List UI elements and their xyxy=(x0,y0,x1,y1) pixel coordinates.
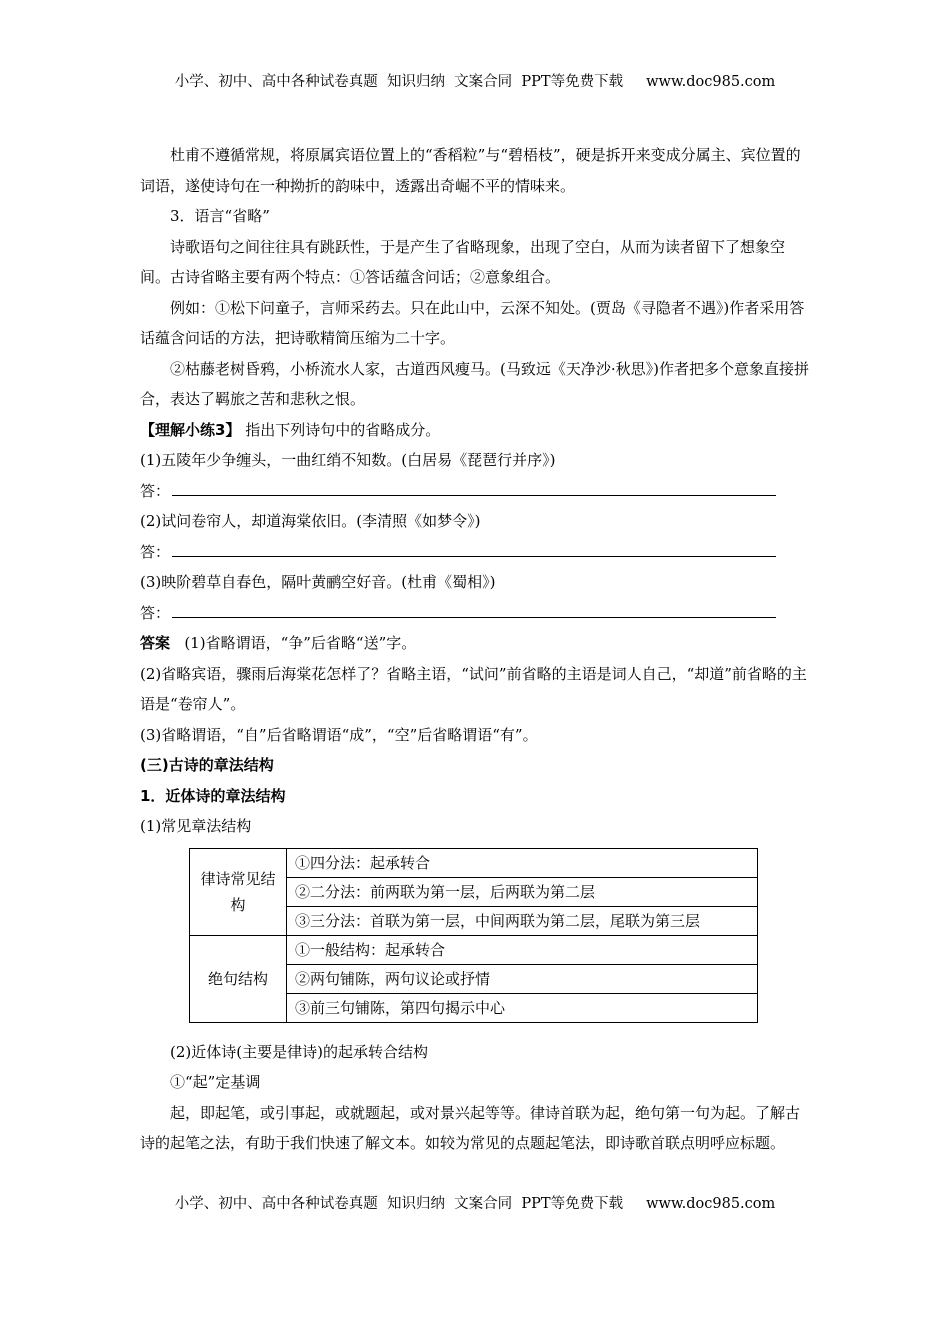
answer-item: (3)省略谓语，“自”后省略谓语“成”，“空”后省略谓语“有”。 xyxy=(140,725,538,744)
table-cell: ②两句铺陈，两句议论或抒情 xyxy=(287,964,758,993)
subsection-heading: 1．近体诗的章法结构 xyxy=(140,786,286,805)
answer-blank[interactable] xyxy=(172,481,776,496)
answer-item: (2)省略宾语，骤雨后海棠花怎样了？省略主语，“试问”前省略的主语是词人自己，“却道”前省略的主语是“卷帘人”。 xyxy=(140,664,807,713)
table-category: 绝句结构 xyxy=(190,935,287,1022)
exercise-tag: 【理解小练3】 xyxy=(140,420,241,439)
paragraph: 起，即起笔，或引事起，或就题起，或对景兴起等等。律诗首联为起，绝句第一句为起。了解古诗的起笔之法，有助于我们快速了解文本。如较为常见的点题起笔法，即诗歌首联点明呼应标题。 xyxy=(140,1103,801,1152)
answer-line[interactable] xyxy=(140,598,812,629)
section-heading: 3．语言“省略” xyxy=(170,207,270,225)
question: (1)五陵年少争缠头，一曲红绡不知数。(白居易《琵琶行并序》) xyxy=(140,451,556,469)
answer-label: 答： xyxy=(140,481,171,500)
paragraph: 诗歌语句之间往往具有跳跃性，于是产生了省略现象，出现了空白，从而为读者留下了想象空间。古诗省略主要有两个特点：①答话蕴含问话；②意象组合。 xyxy=(140,237,786,286)
answer-line[interactable] xyxy=(140,537,812,568)
page-header: 小学、初中、高中各种试卷真题 知识归纳 文案合同 PPT等免费下载 www.doc985.com xyxy=(174,74,776,90)
answer-label: 答： xyxy=(140,542,171,561)
table-row xyxy=(190,848,758,877)
answer-line[interactable] xyxy=(140,476,812,507)
table-cell: ②二分法：前两联为第一层，后两联为第二层 xyxy=(287,877,758,906)
answer-tag: 答案 xyxy=(140,634,171,652)
page-footer: 小学、初中、高中各种试卷真题 知识归纳 文案合同 PPT等免费下载 www.doc985.com xyxy=(174,1196,776,1212)
exercise-heading xyxy=(140,415,812,446)
answer-text: (1)省略谓语，“争”后省略“送”字。 xyxy=(184,634,417,652)
paragraph: 杜甫不遵循常规，将原属宾语位置上的“香稻粒”与“碧梧枝”，硬是拆开来变成分属主、宾位置的词语，遂使诗句在一种拗折的韵味中，透露出奇崛不平的情味来。 xyxy=(140,146,801,195)
table-cell: ③前三句铺陈，第四句揭示中心 xyxy=(287,993,758,1022)
paragraph: 例如：①松下问童子，言师采药去。只在此山中，云深不知处。(贾岛《寻隐者不遇》)作者采用答话蕴含问话的方法，把诗歌精简压缩为二十字。 xyxy=(140,298,805,347)
question: (2)试问卷帘人，却道海棠依旧。(李清照《如梦令》) xyxy=(140,512,481,530)
question: (3)映阶碧草自春色，隔叶黄鹂空好音。(杜甫《蜀相》) xyxy=(140,573,496,591)
table-cell: ③三分法：首联为第一层，中间两联为第二层，尾联为第三层 xyxy=(287,906,758,935)
answer-blank[interactable] xyxy=(172,603,776,618)
structure-table xyxy=(189,848,758,1023)
exercise-prompt: 指出下列诗句中的省略成分。 xyxy=(245,420,441,439)
answer-item xyxy=(140,628,812,659)
answer-blank[interactable] xyxy=(172,542,776,557)
table-cell: ①一般结构：起承转合 xyxy=(287,935,758,964)
table-row xyxy=(190,935,758,964)
answer-label: 答： xyxy=(140,603,171,622)
subheading: (2)近体诗(主要是律诗)的起承转合结构 xyxy=(170,1042,428,1061)
table-cell: ①四分法：起承转合 xyxy=(287,848,758,877)
subheading: ①“起”定基调 xyxy=(170,1073,261,1091)
section-heading: (三)古诗的章法结构 xyxy=(140,756,274,774)
table-category: 律诗常见结构 xyxy=(190,848,287,935)
document-body xyxy=(140,140,812,1159)
paragraph: ②枯藤老树昏鸦，小桥流水人家，古道西风瘦马。(马致远《天净沙·秋思》)作者把多个意象直接拼合，表达了羁旅之苦和悲秋之恨。 xyxy=(140,359,809,408)
subheading: (1)常见章法结构 xyxy=(140,817,252,835)
